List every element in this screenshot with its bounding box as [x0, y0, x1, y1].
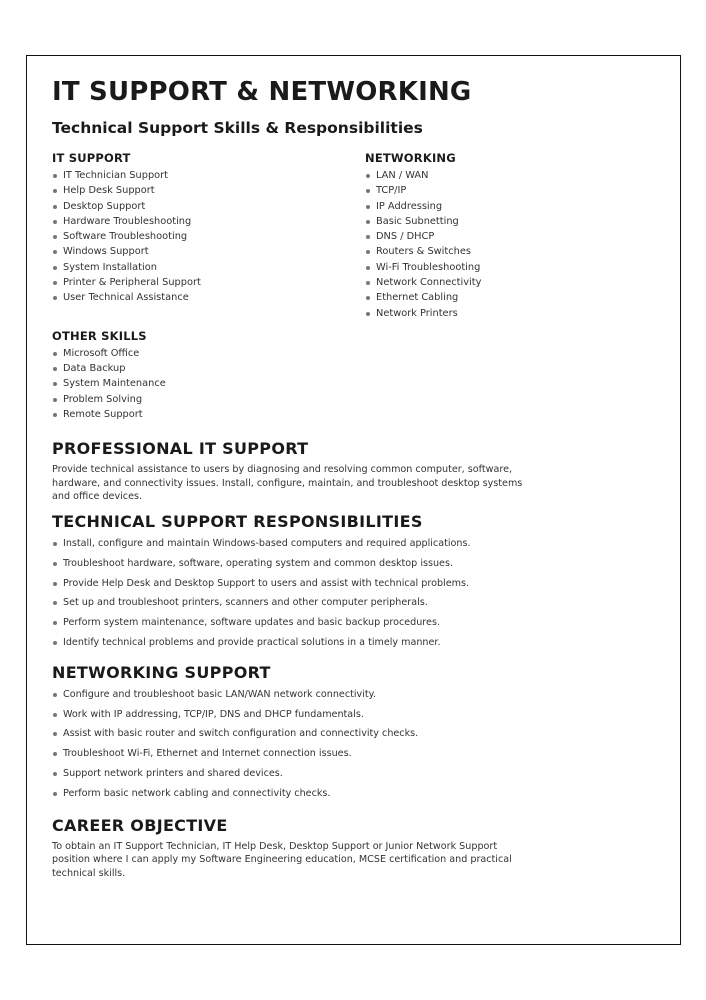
list-item: Assist with basic router and switch configuration and connectivity checks. [52, 724, 652, 744]
page-subtitle: Technical Support Skills & Responsibilities [52, 119, 423, 137]
list-item: Wi-Fi Troubleshooting [365, 260, 645, 275]
list-item: Provide Help Desk and Desktop Support to users and assist with technical problems. [52, 574, 652, 594]
list-item: Data Backup [52, 361, 365, 376]
career-text: To obtain an IT Support Technician, IT Help Desk, Desktop Support or Junior Network Support position where I can apply my Software Engineering education, MCSE certification and practical technical skills. [52, 840, 512, 879]
responsibilities-section [52, 512, 652, 653]
list-item: System Maintenance [52, 376, 365, 391]
list-item: Troubleshoot Wi-Fi, Ethernet and Internet connection issues. [52, 744, 652, 764]
networking-support-heading: NETWORKING SUPPORT [52, 662, 271, 682]
list-item: Identify technical problems and provide practical solutions in a timely manner. [52, 633, 652, 653]
responsibilities-list [52, 534, 652, 653]
list-item: Routers & Switches [365, 244, 645, 259]
skills-grid [52, 151, 652, 422]
professional-section [52, 439, 652, 504]
other-skills-block [52, 329, 365, 422]
other-skills-list [52, 346, 365, 422]
list-item: Basic Subnetting [365, 214, 645, 229]
list-item: Install, configure and maintain Windows-based computers and required applications. [52, 534, 652, 554]
responsibilities-heading: TECHNICAL SUPPORT RESPONSIBILITIES [52, 511, 423, 531]
list-item: Work with IP addressing, TCP/IP, DNS and DHCP fundamentals. [52, 705, 652, 725]
list-item: System Installation [52, 260, 365, 275]
list-item: Configure and troubleshoot basic LAN/WAN network connectivity. [52, 685, 652, 705]
it-support-list [52, 168, 365, 306]
career-section [52, 816, 652, 881]
professional-heading: PROFESSIONAL IT SUPPORT [52, 439, 309, 459]
list-item: LAN / WAN [365, 168, 645, 183]
list-item: Support network printers and shared devices. [52, 764, 652, 784]
skills-column-right [365, 151, 645, 422]
professional-text: Provide technical assistance to users by diagnosing and resolving common computer, software, hardware, and connectivity issues. Install, configure, maintain, and troubleshoot desktop systems and office devices. [52, 464, 523, 503]
list-item: Software Troubleshooting [52, 229, 365, 244]
career-heading: CAREER OBJECTIVE [52, 815, 228, 835]
other-skills-heading: OTHER SKILLS [52, 328, 147, 343]
list-item: Set up and troubleshoot printers, scanners and other computer peripherals. [52, 593, 652, 613]
skills-column-left [52, 151, 365, 422]
list-item: Perform system maintenance, software updates and basic backup procedures. [52, 613, 652, 633]
networking-support-list [52, 685, 652, 804]
list-item: Network Printers [365, 306, 645, 321]
list-item: Printer & Peripheral Support [52, 275, 365, 290]
networking-heading: NETWORKING [365, 151, 456, 165]
list-item: Remote Support [52, 407, 365, 422]
networking-list [365, 168, 645, 321]
list-item: Network Connectivity [365, 275, 645, 290]
list-item: Ethernet Cabling [365, 290, 645, 305]
list-item: Desktop Support [52, 199, 365, 214]
list-item: Perform basic network cabling and connectivity checks. [52, 784, 652, 804]
list-item: Help Desk Support [52, 183, 365, 198]
document-content [52, 76, 652, 880]
it-support-heading: IT SUPPORT [52, 151, 131, 165]
list-item: Troubleshoot hardware, software, operating system and common desktop issues. [52, 554, 652, 574]
list-item: User Technical Assistance [52, 290, 365, 305]
list-item: Hardware Troubleshooting [52, 214, 365, 229]
list-item: IP Addressing [365, 199, 645, 214]
list-item: Microsoft Office [52, 346, 365, 361]
list-item: Problem Solving [52, 392, 365, 407]
page-title: IT SUPPORT & NETWORKING [52, 77, 472, 107]
list-item: DNS / DHCP [365, 229, 645, 244]
list-item: IT Technician Support [52, 168, 365, 183]
networking-support-section [52, 663, 652, 804]
list-item: TCP/IP [365, 183, 645, 198]
list-item: Windows Support [52, 244, 365, 259]
